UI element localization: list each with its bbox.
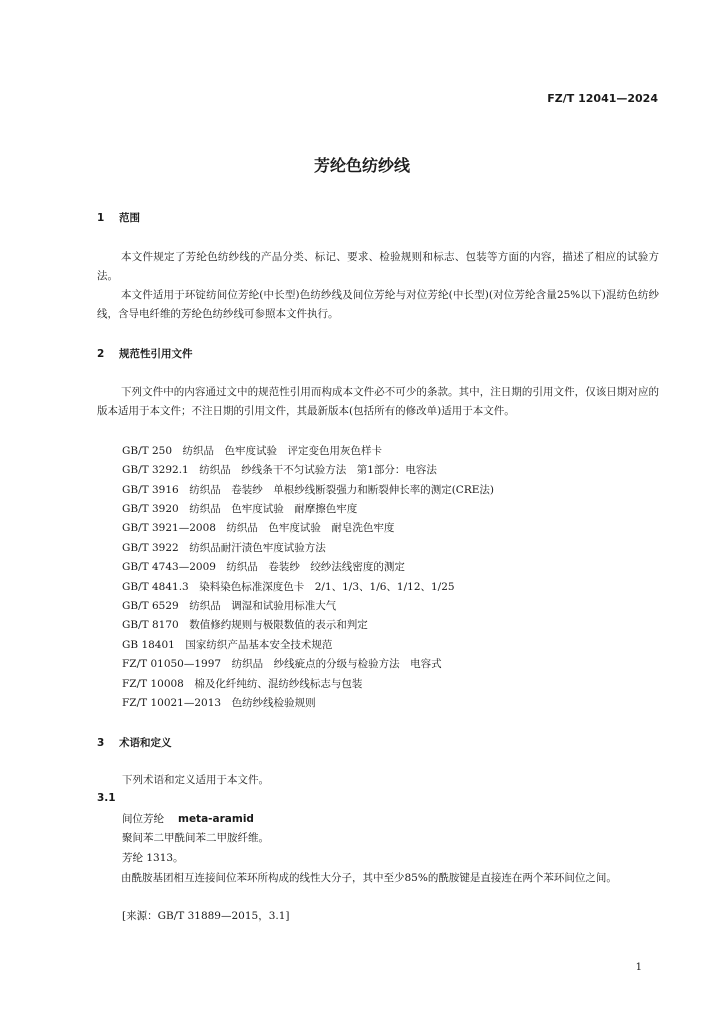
reference-item: FZ/T 01050—1997 纺织品 纱线疵点的分级与检验方法 电容式 xyxy=(122,658,442,670)
reference-item: GB/T 3292.1 纺织品 纱线条干不匀试验方法 第1部分：电容法 xyxy=(122,464,437,476)
section-number: 3 xyxy=(97,737,105,749)
term-chinese: 间位芳纶 xyxy=(122,813,164,825)
reference-item: GB/T 4743—2009 纺织品 卷装纱 绞纱法线密度的测定 xyxy=(122,561,405,573)
standard-code: FZ/T 12041—2024 xyxy=(547,92,658,105)
section-1-heading xyxy=(97,210,140,225)
reference-item: GB/T 3921—2008 纺织品 色牢度试验 耐皂洗色牢度 xyxy=(122,522,395,534)
terms-intro: 下列术语和定义适用于本文件。 xyxy=(122,774,269,786)
scope-paragraph-1: 本文件规定了芳纶色纺纱线的产品分类、标记、要求、检验规则和标志、包装等方面的内容，描述了相应的试验方法。 xyxy=(97,251,659,282)
reference-item: GB/T 4841.3 染料染色标准深度色卡 2/1、1/3、1/6、1/12、1/25 xyxy=(122,581,455,593)
section-2-heading xyxy=(97,346,193,361)
scope-paragraph-2: 本文件适用于环锭纺间位芳纶(中长型)色纺纱线及间位芳纶与对位芳纶(中长型)(对位芳纶含量25%以下)混纺色纺纱线，含导电纤维的芳纶色纺纱线可参照本文件执行。 xyxy=(97,289,659,320)
term-definition: 由酰胺基团相互连接间位苯环所构成的线性大分子，其中至少85%的酰胺键是直接连在两个苯环间位之间。 xyxy=(121,872,617,884)
term-alias: 芳纶 1313。 xyxy=(122,852,184,864)
subsection-number: 3.1 xyxy=(97,792,116,804)
reference-item: GB/T 3920 纺织品 色牢度试验 耐摩擦色牢度 xyxy=(122,503,358,515)
term-english: meta-aramid xyxy=(178,813,254,825)
reference-item: FZ/T 10008 棉及化纤纯纺、混纺纱线标志与包装 xyxy=(122,678,363,690)
section-title: 规范性引用文件 xyxy=(119,348,193,360)
reference-item: GB/T 6529 纺织品 调湿和试验用标准大气 xyxy=(122,600,337,612)
page-number: 1 xyxy=(635,962,642,973)
section-number: 2 xyxy=(97,348,105,360)
reference-item: GB 18401 国家纺织产品基本安全技术规范 xyxy=(122,639,333,651)
term-source: [来源：GB/T 31889—2015，3.1] xyxy=(122,910,290,922)
reference-item: GB/T 3916 纺织品 卷装纱 单根纱线断裂强力和断裂伸长率的测定(CRE法) xyxy=(122,484,495,496)
document-title: 芳纶色纺纱线 xyxy=(313,156,410,175)
references-intro: 下列文件中的内容通过文中的规范性引用而构成本文件必不可少的条款。其中，注日期的引用文件，仅该日期对应的版本适用于本文件；不注日期的引用文件，其最新版本(包括所有的修改单)适用于本文件。 xyxy=(97,386,659,417)
section-3-heading xyxy=(97,735,172,750)
reference-item: FZ/T 10021—2013 色纺纱线检验规则 xyxy=(122,697,316,709)
term-entry xyxy=(122,811,254,826)
term-synonym: 聚间苯二甲酰间苯二甲胺纤维。 xyxy=(122,832,269,844)
reference-item: GB/T 8170 数值修约规则与极限数值的表示和判定 xyxy=(122,619,368,631)
section-title: 术语和定义 xyxy=(119,737,172,749)
section-title: 范围 xyxy=(119,212,140,224)
reference-item: GB/T 250 纺织品 色牢度试验 评定变色用灰色样卡 xyxy=(122,445,383,457)
reference-item: GB/T 3922 纺织品耐汗渍色牢度试验方法 xyxy=(122,542,326,554)
section-number: 1 xyxy=(97,212,105,224)
